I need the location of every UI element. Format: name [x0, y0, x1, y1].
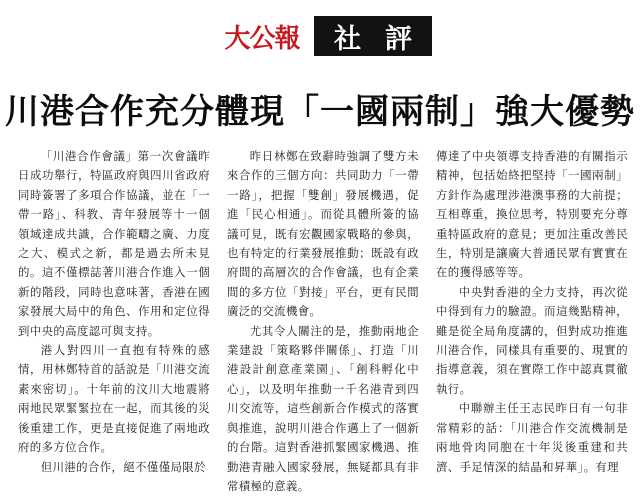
paragraph: 傳達了中央領導支持香港的有關指示精神，包括始終把堅持「一國兩制」方針作為處理涉港澳事務的大前提；互相尊重，換位思考，特別要充分尊重特區政府的意見；更加注重改善民生，特別是讓廣大普通民眾有實實在在的獲得感等等。: [436, 149, 628, 280]
paragraph: 「川港合作會議」第一次會議昨日成功舉行，特區政府與四川省政府同時簽署了多項合作協議，並在「一帶一路」、科教、青年發展等十一個領域達成共識，合作範疇之廣、力度之大、模式之新，都是過去所未見的。這不僅標誌著川港合作進入一個新的階段，同時也意味著，香港在國家發展大局中的角色、作用和定位得到中央的高度認可與支持。: [18, 149, 210, 338]
paragraph: 昨日林鄭在致辭時強調了雙方未來合作的三個方向：共同助力「一帶一路」，把握「雙創」發展機遇，促進「民心相通」。而從具體所簽的協議可見，既有宏觀國家戰略的參與，也有特定的行業發展推動；既設有政府間的高層次的合作會議，也有企業間的多方位「對接」平台，更有民間廣泛的交流機會。: [227, 149, 419, 319]
article-headline: 川港合作充分體現「一國兩制」強大優勢: [5, 92, 635, 132]
text-column-3: [436, 147, 628, 474]
section-char-1: 社: [334, 23, 361, 55]
text-column-1: [18, 147, 210, 474]
paragraph: 港人對四川一直抱有特殊的感情，用林鄭特首的話說是「川港交流素來密切」。十年前的汶川大地震將兩地民眾緊緊拉在一起，而其後的災後重建工作，更是直接促進了兩地政府的多方位合作。: [18, 343, 210, 455]
article-body: [18, 147, 628, 493]
paragraph: 但川港的合作，絕不僅僅局限於: [40, 459, 206, 474]
paragraph: 尤其令人關注的是，推動兩地企業建設「策略夥伴關係」、打造「川港設計創意產業園」、「創科孵化中心」，以及明年推動一千名港青到四川交流等，這些創新合作模式的落實與推進，說明川港合作邁上了一個新的台階。這對香港抓緊國家機遇、推動港青融入國家發展，無疑都具有非常積極的意義。: [227, 323, 419, 493]
newspaper-logo: 大公報: [210, 16, 314, 56]
editorial-masthead: [210, 16, 432, 56]
text-column-2: [227, 147, 419, 493]
section-label-box: [314, 16, 432, 56]
paragraph: 中聯辦主任王志民昨日有一句非常精彩的話：「川港合作交流機制是兩地骨肉同胞在十年災後重建和共濟、手足情深的結晶和昇華」。有理: [436, 401, 628, 474]
paragraph: 中央對香港的全力支持，再次從中得到有力的驗證。而這幾點精神，雖是從全局角度講的，但對成功推進川港合作，同樣具有重要的、現實的指導意義，須在實際工作中認真貫徹執行。: [436, 284, 628, 396]
section-char-2: 評: [385, 23, 412, 55]
